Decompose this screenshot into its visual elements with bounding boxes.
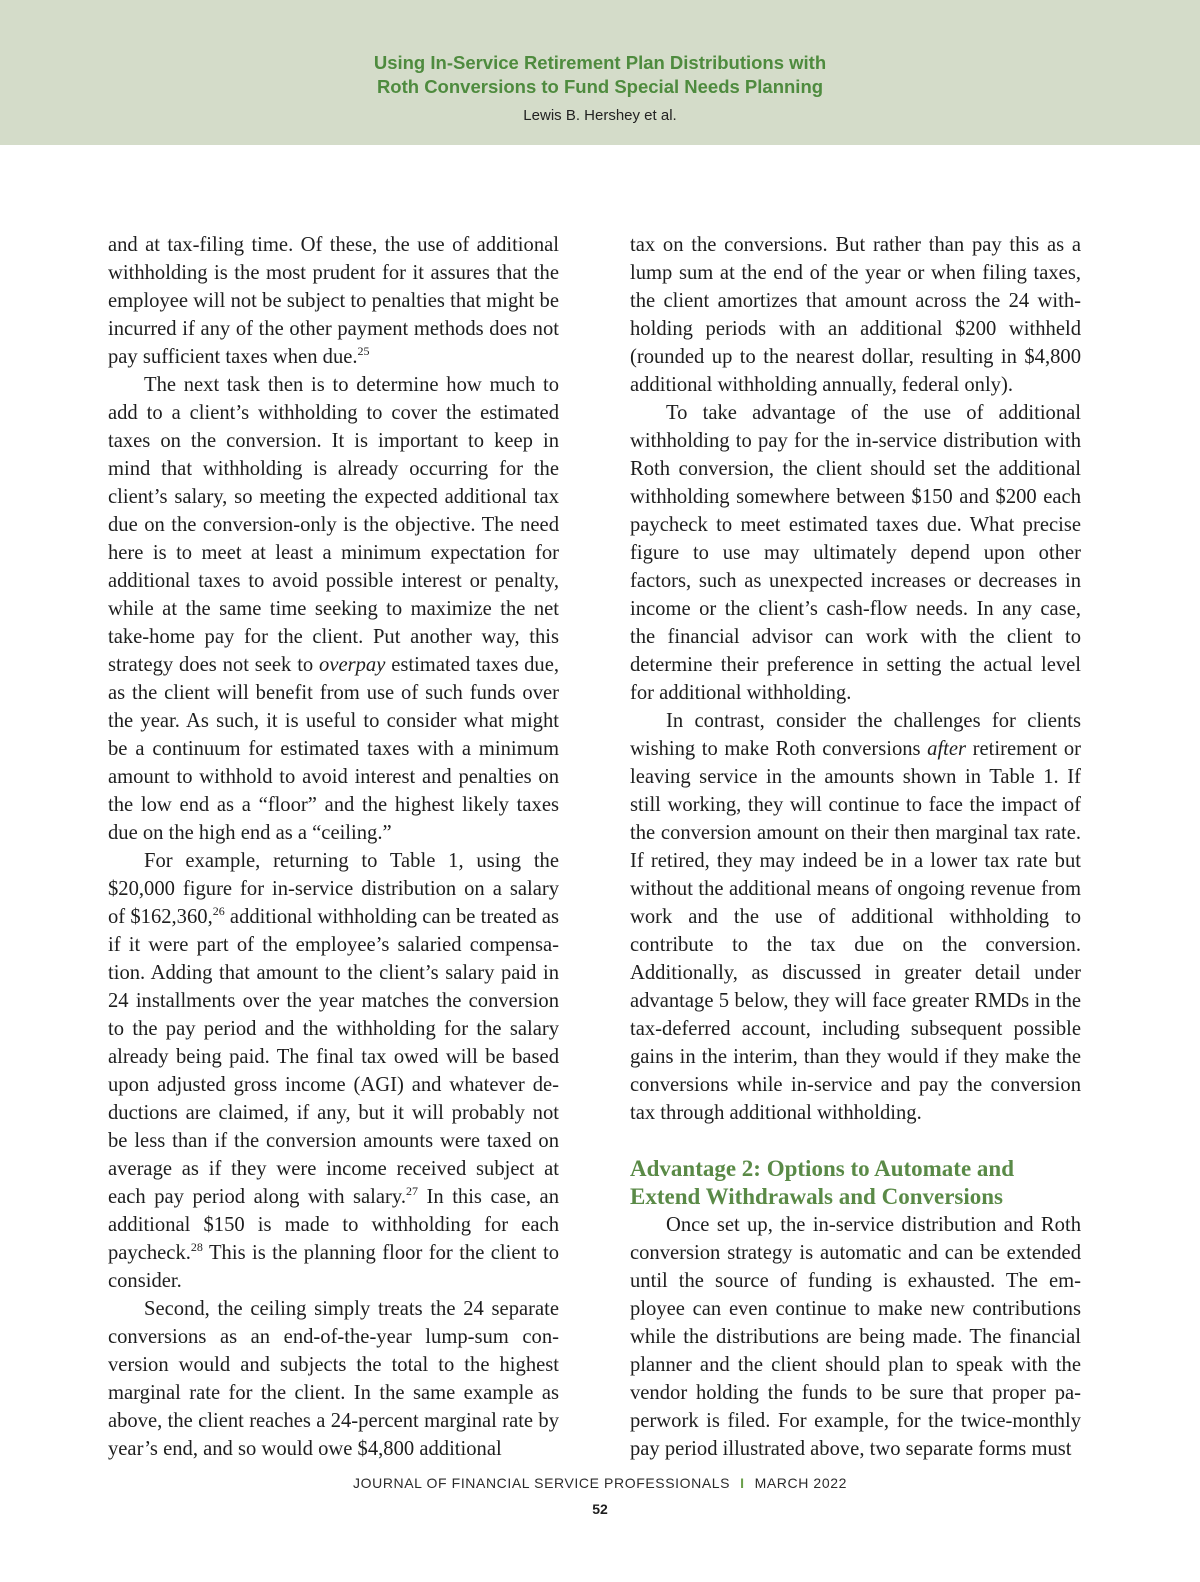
article-title-line-2: Roth Conversions to Fund Special Needs Planning xyxy=(376,76,824,97)
article-title xyxy=(0,51,1200,99)
paragraph-text: retirement or leaving service in the amounts shown in Table 1. If still working, they will continue to face the impact of the conversion amount on their then marginal tax rate. If retired, they may indeed be in a lower tax rate but without the additional means of ongoing revenue from work and the use of additional withholding to contribute to the tax due on the conversion. Additionally, as discussed in greater detail under advantage 5 below, they will face greater RMDs in the tax-deferred account, including subsequent possible gains in the interim, than they would if they make the conversions while in-service and pay the conversion tax through additional withholding. xyxy=(630,738,1081,1124)
paragraph xyxy=(108,1295,559,1463)
paragraph-text: This is the planning floor for the client to consider. xyxy=(108,1242,559,1292)
paragraph-text: To take advantage of the use of additional withholding to pay for the in-service distribution with Roth conversion, the client should set the additional withholding somewhere between $150 and $200 each paycheck to meet estimated taxes due. What precise figure to use may ultimately depend upon other factors, such as unexpected increases or decreases in income or the client’s cash-flow needs. In any case, the financial advisor can work with the client to determine their preference in setting the actual level for additional withholding. xyxy=(630,402,1081,704)
footnote-ref: 26 xyxy=(212,904,225,918)
paragraph xyxy=(108,231,559,371)
paragraph-text: Second, the ceiling simply treats the 24 separate conversions as an end-of-the-year lump-sum conversion would and subjects the total to the highest marginal rate for the client. In the same example as above, the client reaches a 24-percent marginal rate by year’s end, and so would owe $4,800 additional xyxy=(108,1298,559,1460)
paragraph-text: and at tax-filing time. Of these, the use of additional withholding is the most prudent for it assures that the employee will not be subject to penalties that might be incurred if any of the other payment methods does not pay sufficient taxes when due. xyxy=(108,234,559,368)
section-heading-line-1: Advantage 2: Options to Automate and xyxy=(630,1156,1015,1181)
paragraph-text: In this case, an additional $150 is made to withholding for each paycheck. xyxy=(108,1186,559,1264)
paragraph-text: additional withholding can be treated as if it were part of the employee’s salaried compensation. Adding that amount to the client’s salary paid in 24 installments over the year matches the conversion to the pay period and the withholding for the salary already being paid. The final tax owed will be based upon adjusted gross income (AGI) and whatever deductions are claimed, if any, but it will probably not be less than if the conversion amounts were taxed on average as if they were income received subject at each pay period along with salary. xyxy=(108,906,559,1208)
footer xyxy=(0,1474,1200,1492)
paragraph-text: In contrast, consider the challenges for clients wishing to make Roth conversions xyxy=(630,710,1081,760)
paragraph xyxy=(630,399,1081,707)
emphasis-text: after xyxy=(927,738,967,760)
emphasis-text: overpay xyxy=(319,654,386,676)
paragraph xyxy=(630,1211,1081,1463)
footer-separator: I xyxy=(740,1475,745,1491)
header-band xyxy=(0,0,1200,145)
left-column xyxy=(108,231,559,1463)
footnote-ref: 27 xyxy=(406,1184,418,1198)
right-column xyxy=(630,231,1081,1463)
section-heading-line-2: Extend Withdrawals and Conversions xyxy=(630,1184,1003,1209)
journal-name: JOURNAL OF FINANCIAL SERVICE PROFESSIONALS xyxy=(353,1475,731,1491)
footnote-ref: 25 xyxy=(357,344,370,358)
page-number: 52 xyxy=(592,1501,608,1517)
issue-date: MARCH 2022 xyxy=(754,1475,847,1491)
paragraph-text: estimated taxes due, as the client will benefit from use of such funds over the year. As such, it is useful to consider what might be a continuum for estimated taxes with a minimum amount to withhold to avoid interest and penalties on the low end as a “floor” and the highest likely taxes due on the high end as a “ceiling.” xyxy=(108,654,559,844)
paragraph-text: The next task then is to determine how much to add to a client’s withholding to cover the estimated taxes on the conversion. It is important to keep in mind that withholding is already occurring for the client’s salary, so meeting the expected additional tax due on the conversion-only is the objective. The need here is to meet at least a minimum expectation for additional taxes to avoid possible interest or penalty, while at the same time seeking to maximize the net take-home pay for the client. Put another way, this strategy does not seek to xyxy=(108,374,559,676)
paragraph-text: Once set up, the in-service distribution and Roth conversion strategy is automatic and can be extended until the source of funding is exhausted. The employee can even continue to make new contributions while the distributions are being made. The financial planner and the client should plan to speak with the vendor holding the funds to be sure that proper paperwork is filed. For example, for the twice-monthly pay period illustrated above, two separate forms must xyxy=(630,1214,1081,1460)
paragraph xyxy=(630,707,1081,1127)
section-heading xyxy=(630,1155,1081,1211)
paragraph-text: For example, returning to Table 1, using the $20,000 figure for in-service distribution on a salary of $162,360, xyxy=(108,850,559,928)
footnote-ref: 28 xyxy=(190,1240,203,1254)
paragraph xyxy=(108,371,559,847)
article-author: Lewis B. Hershey et al. xyxy=(523,107,677,124)
paragraph-text: tax on the conversions. But rather than pay this as a lump sum at the end of the year or when filing taxes, the client amortizes that amount across the 24 withholding periods with an additional $200 withheld (rounded up to the nearest dollar, resulting in $4,800 additional withholding annually, federal only). xyxy=(630,234,1081,396)
article-title-line-1: Using In-Service Retirement Plan Distributions with xyxy=(373,52,827,73)
paragraph xyxy=(108,847,559,1295)
paragraph xyxy=(630,231,1081,399)
